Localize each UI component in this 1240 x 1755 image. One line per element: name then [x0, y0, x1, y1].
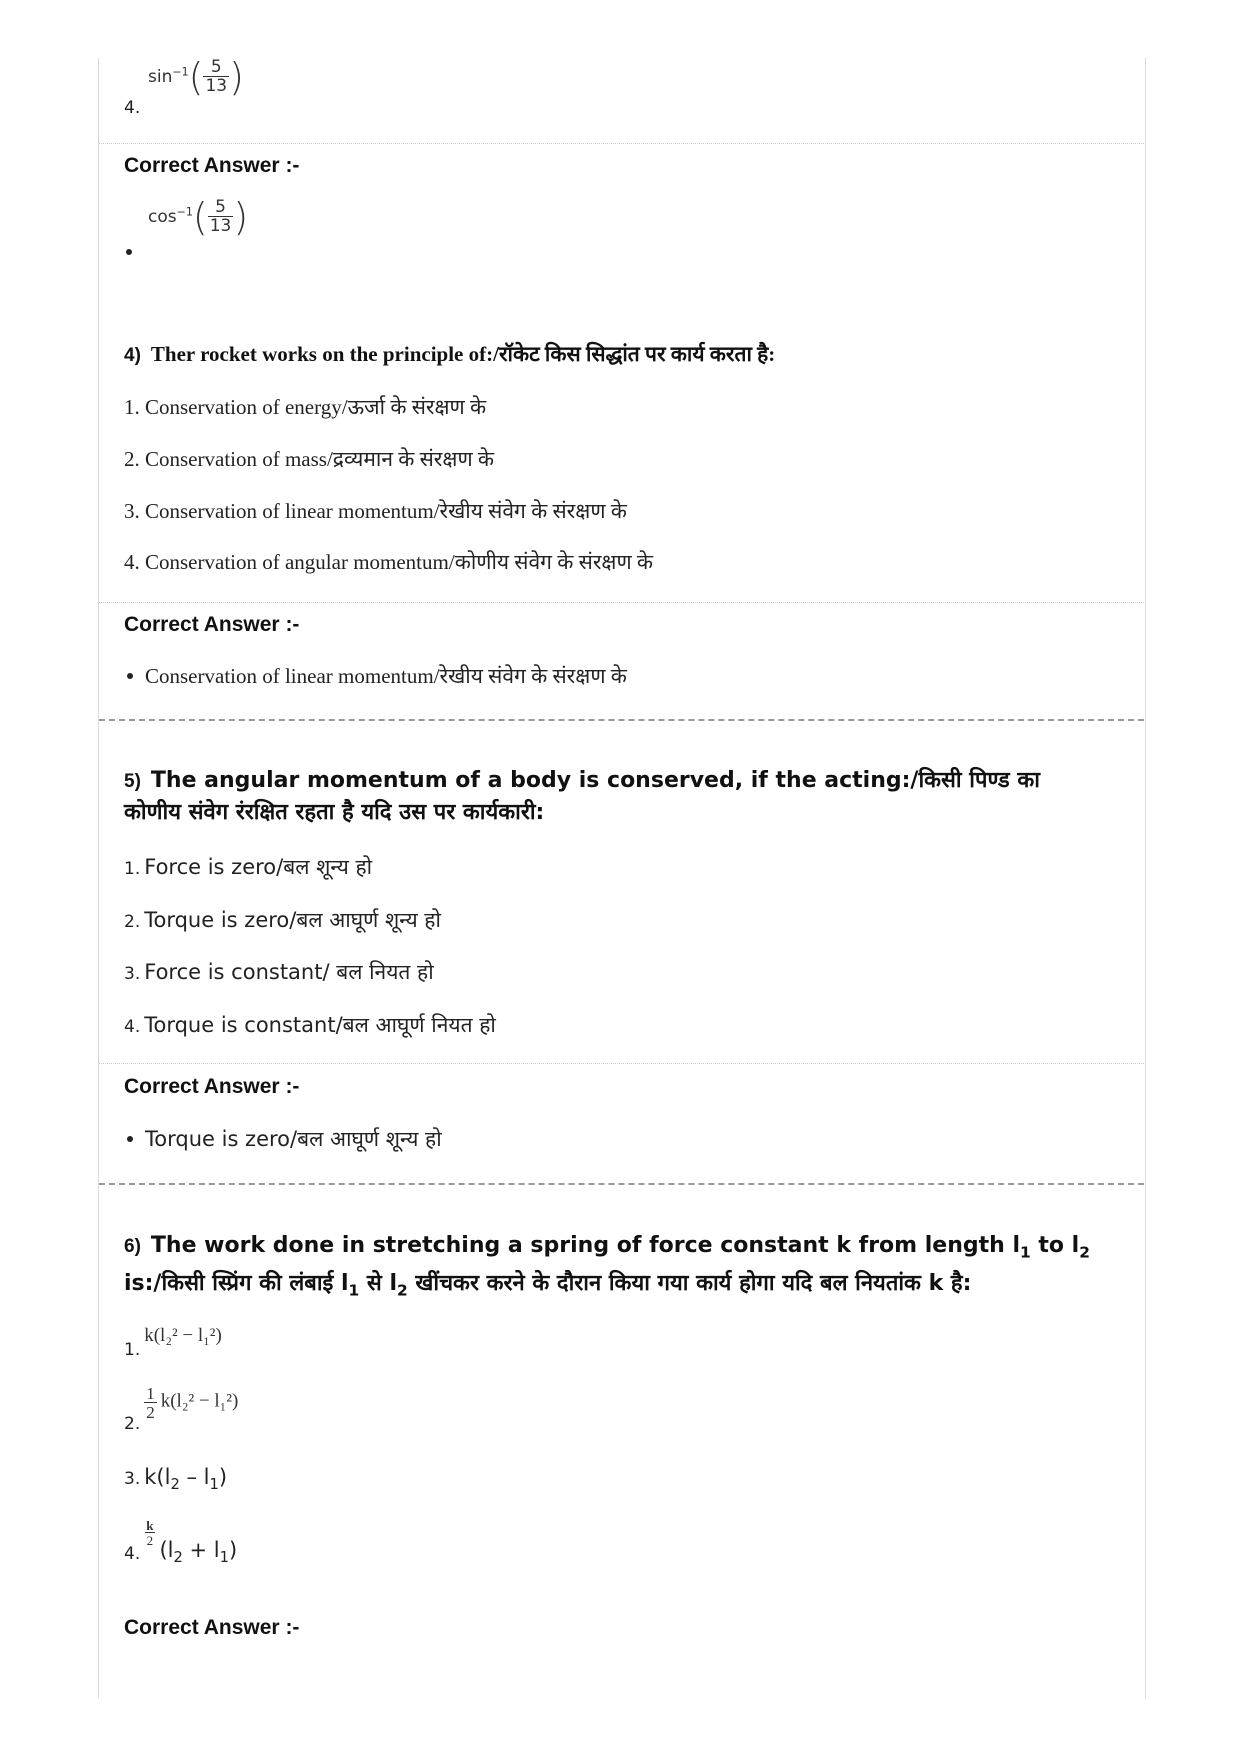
- question-text-line-2: कोणीय संवेग रंरक्षित रहता है यदि उस पर कार्यकारी:: [124, 800, 545, 825]
- math-exponent: −1: [176, 205, 193, 219]
- fraction-numerator: 5: [215, 197, 226, 217]
- answer-text: Torque is zero/बल आघूर्ण शून्य हो: [145, 1127, 442, 1151]
- q4-option-4: 4. Conservation of angular momentum/कोणीय संवेग के संरक्षण के: [124, 550, 654, 574]
- subscript: 1: [219, 1549, 229, 1567]
- math-expression: [144, 1465, 228, 1494]
- math-expression: $\sin^{-1}$( $\frac{5}{13}$ ): [148, 55, 244, 99]
- text-run: (l: [159, 1538, 174, 1562]
- q5-option-2: [124, 906, 441, 934]
- bullet-icon: [126, 249, 132, 255]
- q4-option-2: 2. Conservation of mass/द्रव्यमान के संरक्षण के: [124, 447, 495, 471]
- subscript: 1: [1020, 1243, 1031, 1262]
- option-text: Torque is constant/बल आघूर्ण नियत हो: [144, 1013, 496, 1037]
- q6-option-4: [124, 1518, 238, 1567]
- option-number: 4.: [124, 1017, 141, 1037]
- divider: [99, 1063, 1144, 1064]
- q6-option-1: [124, 1325, 222, 1360]
- math-expression: $\cos^{-1}$( $\frac{5}{13}$ ): [148, 195, 249, 239]
- option-number: 1.: [124, 859, 141, 879]
- option-number: 4.: [124, 98, 141, 118]
- text-run: ): [218, 1465, 228, 1489]
- option-text: Torque is zero/बल आघूर्ण शून्य हो: [144, 908, 441, 932]
- subscript: 2: [397, 1281, 408, 1300]
- fraction-denominator: 2: [146, 1533, 154, 1549]
- option-text: Force is constant/ बल नियत हो: [144, 960, 434, 984]
- question-number: 6): [124, 1236, 141, 1257]
- correct-answer-label: Correct Answer :-: [124, 1616, 300, 1639]
- math-exponent: −1: [172, 65, 189, 79]
- divider: [99, 602, 1144, 603]
- fraction-numerator: k: [146, 1518, 154, 1534]
- subscript: 1: [348, 1281, 360, 1300]
- text-run: खींचकर करने के दौरान किया गया कार्य होगा यदि बल नियतांक k है:: [407, 1271, 972, 1297]
- question-number: 4): [124, 345, 141, 366]
- option-number: 2.: [124, 1413, 141, 1434]
- q5-option-4: [124, 1011, 496, 1039]
- fraction-denominator: 2: [146, 1403, 155, 1422]
- text-run: से l: [359, 1271, 397, 1297]
- bullet-icon: [127, 673, 133, 679]
- subscript: 1: [209, 1476, 219, 1494]
- fraction-numerator: 5: [210, 57, 222, 77]
- question-number: 5): [124, 771, 141, 792]
- q5-option-3: [124, 958, 434, 986]
- fraction-denominator: 13: [209, 216, 232, 236]
- bullet-icon: [127, 1136, 133, 1142]
- subscript: 2: [170, 1476, 180, 1494]
- subscript: 2: [1079, 1243, 1090, 1262]
- text-run: – l: [179, 1465, 210, 1489]
- text-run: + l: [182, 1538, 220, 1562]
- text-run: The work done in stretching a spring of force constant k from length l: [150, 1233, 1020, 1258]
- math-expression: k(l₂² − l₁²): [160, 1390, 239, 1412]
- question-text: The angular momentum of a body is conserved, if the acting:/किसी पिण्ड का: [150, 768, 1040, 793]
- q5-option-1: [124, 853, 372, 881]
- q5-answer: [124, 1125, 442, 1153]
- question-4-title: [124, 340, 775, 368]
- math-fraction: [144, 1385, 157, 1421]
- option-number: 3.: [124, 1469, 141, 1489]
- subscript: 2: [173, 1549, 183, 1567]
- text-run: to l: [1030, 1233, 1080, 1258]
- correct-answer-label: Correct Answer :-: [124, 154, 300, 177]
- divider: [99, 143, 1144, 144]
- correct-answer-label: Correct Answer :-: [124, 1075, 300, 1098]
- question-text: Ther rocket works on the principle of:/रॉकेट किस सिद्धांत पर कार्य करता है:: [150, 342, 776, 366]
- question-6-title: [124, 1230, 1134, 1307]
- math-expression: k(l₂² − l₁²): [144, 1325, 222, 1346]
- option-number: 4.: [124, 1544, 141, 1564]
- q4-answer: [124, 662, 627, 690]
- text-run: k(l: [144, 1465, 171, 1489]
- math-function: cos: [148, 207, 177, 227]
- math-fraction: [144, 1519, 155, 1547]
- fraction-denominator: 13: [205, 76, 228, 96]
- question-text: [150, 1233, 1090, 1262]
- text-run: is:/किसी स्प्रिंग की लंबाई l: [124, 1271, 349, 1297]
- q4-option-1: 1. Conservation of energy/ऊर्जा के संरक्षण के: [124, 395, 487, 419]
- option-number: 1.: [124, 1340, 141, 1360]
- answer-text: Conservation of linear momentum/रेखीय संवेग के संरक्षण के: [145, 664, 627, 688]
- option-text: Force is zero/बल शून्य हो: [144, 855, 373, 879]
- math-function: sin: [148, 67, 173, 87]
- option-number: 3.: [124, 964, 141, 984]
- q4-option-3: 3. Conservation of linear momentum/रेखीय संवेग के संरक्षण के: [124, 499, 627, 523]
- q6-option-3: [124, 1465, 227, 1493]
- option-number: 2.: [124, 912, 141, 932]
- math-expression: [159, 1538, 238, 1567]
- text-run: ): [229, 1538, 238, 1562]
- correct-answer-label: Correct Answer :-: [124, 613, 300, 636]
- question-separator: [99, 1183, 1144, 1185]
- q6-option-2: [124, 1384, 239, 1434]
- question-text-line-2: [124, 1268, 1134, 1306]
- question-5-title: [124, 765, 1124, 829]
- question-separator: [99, 719, 1144, 721]
- fraction-numerator: 1: [146, 1384, 155, 1403]
